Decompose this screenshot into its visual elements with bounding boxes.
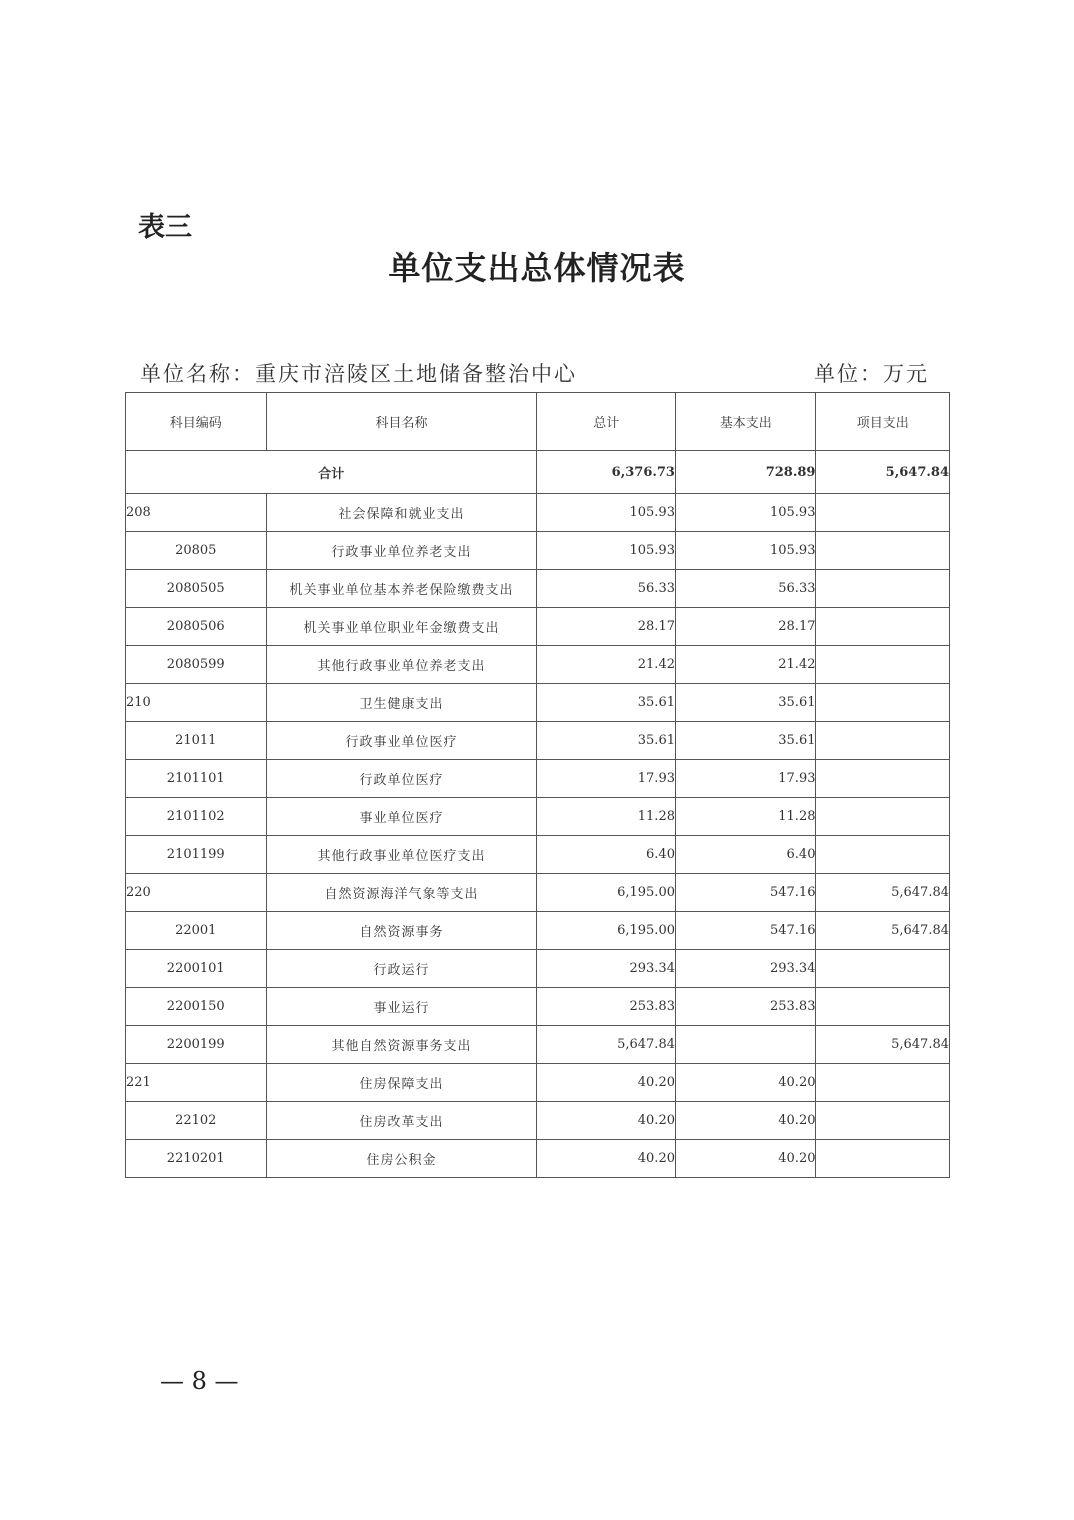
cell-project bbox=[816, 950, 950, 988]
header-row bbox=[126, 393, 950, 451]
expenditure-table bbox=[125, 392, 950, 1178]
cell-basic: 56.33 bbox=[675, 570, 816, 608]
cell-name: 事业运行 bbox=[266, 988, 537, 1026]
table-row bbox=[126, 950, 950, 988]
table-row bbox=[126, 760, 950, 798]
cell-basic: 547.16 bbox=[675, 874, 816, 912]
cell-total: 40.20 bbox=[537, 1102, 676, 1140]
cell-project bbox=[816, 532, 950, 570]
cell-basic: 40.20 bbox=[675, 1064, 816, 1102]
total-sum: 6,376.73 bbox=[537, 451, 676, 494]
cell-total: 40.20 bbox=[537, 1140, 676, 1178]
table-row bbox=[126, 1140, 950, 1178]
cell-project bbox=[816, 722, 950, 760]
cell-total: 6,195.00 bbox=[537, 874, 676, 912]
cell-name: 自然资源海洋气象等支出 bbox=[266, 874, 537, 912]
cell-total: 11.28 bbox=[537, 798, 676, 836]
cell-total: 6,195.00 bbox=[537, 912, 676, 950]
page-number: — 8 — bbox=[160, 1367, 239, 1395]
cell-code: 2200150 bbox=[126, 988, 267, 1026]
header-total: 总计 bbox=[537, 393, 676, 451]
cell-basic: 253.83 bbox=[675, 988, 816, 1026]
cell-total: 28.17 bbox=[537, 608, 676, 646]
cell-name: 住房改革支出 bbox=[266, 1102, 537, 1140]
table-label: 表三 bbox=[138, 212, 192, 243]
cell-basic: 21.42 bbox=[675, 646, 816, 684]
cell-name: 其他行政事业单位医疗支出 bbox=[266, 836, 537, 874]
cell-total: 21.42 bbox=[537, 646, 676, 684]
cell-project bbox=[816, 646, 950, 684]
table-row bbox=[126, 608, 950, 646]
cell-project bbox=[816, 836, 950, 874]
cell-code: 22001 bbox=[126, 912, 267, 950]
table-row bbox=[126, 912, 950, 950]
cell-code: 2200199 bbox=[126, 1026, 267, 1064]
cell-code: 2210201 bbox=[126, 1140, 267, 1178]
cell-project bbox=[816, 988, 950, 1026]
cell-total: 40.20 bbox=[537, 1064, 676, 1102]
cell-project: 5,647.84 bbox=[816, 1026, 950, 1064]
cell-code: 210 bbox=[126, 684, 267, 722]
cell-name: 行政事业单位医疗 bbox=[266, 722, 537, 760]
total-label: 合计 bbox=[126, 451, 537, 494]
cell-basic: 40.20 bbox=[675, 1140, 816, 1178]
cell-total: 35.61 bbox=[537, 722, 676, 760]
cell-basic: 11.28 bbox=[675, 798, 816, 836]
cell-name: 其他行政事业单位养老支出 bbox=[266, 646, 537, 684]
cell-project bbox=[816, 1064, 950, 1102]
cell-total: 17.93 bbox=[537, 760, 676, 798]
cell-code: 2080505 bbox=[126, 570, 267, 608]
cell-basic: 28.17 bbox=[675, 608, 816, 646]
table-row bbox=[126, 494, 950, 532]
cell-basic: 105.93 bbox=[675, 532, 816, 570]
cell-total: 105.93 bbox=[537, 494, 676, 532]
total-basic: 728.89 bbox=[675, 451, 816, 494]
cell-project: 5,647.84 bbox=[816, 874, 950, 912]
cell-project: 5,647.84 bbox=[816, 912, 950, 950]
cell-code: 208 bbox=[126, 494, 267, 532]
unit-name: 单位名称：重庆市涪陵区土地储备整治中心 bbox=[140, 362, 577, 386]
table-row bbox=[126, 874, 950, 912]
cell-name: 行政运行 bbox=[266, 950, 537, 988]
cell-code: 2080599 bbox=[126, 646, 267, 684]
cell-project bbox=[816, 608, 950, 646]
cell-code: 2200101 bbox=[126, 950, 267, 988]
cell-code: 2101199 bbox=[126, 836, 267, 874]
cell-code: 2101101 bbox=[126, 760, 267, 798]
cell-code: 2080506 bbox=[126, 608, 267, 646]
cell-project bbox=[816, 494, 950, 532]
cell-project bbox=[816, 798, 950, 836]
cell-project bbox=[816, 1140, 950, 1178]
cell-total: 253.83 bbox=[537, 988, 676, 1026]
table-row bbox=[126, 646, 950, 684]
cell-total: 293.34 bbox=[537, 950, 676, 988]
cell-code: 220 bbox=[126, 874, 267, 912]
header-basic: 基本支出 bbox=[675, 393, 816, 451]
cell-name: 社会保障和就业支出 bbox=[266, 494, 537, 532]
header-project: 项目支出 bbox=[816, 393, 950, 451]
cell-code: 221 bbox=[126, 1064, 267, 1102]
cell-name: 住房公积金 bbox=[266, 1140, 537, 1178]
table-row bbox=[126, 684, 950, 722]
table-row bbox=[126, 532, 950, 570]
cell-name: 其他自然资源事务支出 bbox=[266, 1026, 537, 1064]
header-name: 科目名称 bbox=[266, 393, 537, 451]
cell-name: 行政单位医疗 bbox=[266, 760, 537, 798]
table-row bbox=[126, 836, 950, 874]
cell-basic: 40.20 bbox=[675, 1102, 816, 1140]
cell-basic: 547.16 bbox=[675, 912, 816, 950]
currency-unit: 单位：万元 bbox=[814, 362, 929, 386]
cell-project bbox=[816, 760, 950, 798]
cell-project bbox=[816, 570, 950, 608]
table-row bbox=[126, 1064, 950, 1102]
total-row bbox=[126, 451, 950, 494]
table-row bbox=[126, 570, 950, 608]
cell-basic: 35.61 bbox=[675, 684, 816, 722]
cell-basic: 105.93 bbox=[675, 494, 816, 532]
cell-basic bbox=[675, 1026, 816, 1064]
cell-basic: 35.61 bbox=[675, 722, 816, 760]
table-row bbox=[126, 722, 950, 760]
cell-basic: 6.40 bbox=[675, 836, 816, 874]
cell-name: 事业单位医疗 bbox=[266, 798, 537, 836]
table-row bbox=[126, 988, 950, 1026]
cell-name: 行政事业单位养老支出 bbox=[266, 532, 537, 570]
total-project: 5,647.84 bbox=[816, 451, 950, 494]
header-code: 科目编码 bbox=[126, 393, 267, 451]
cell-project bbox=[816, 1102, 950, 1140]
table-row bbox=[126, 1102, 950, 1140]
cell-name: 自然资源事务 bbox=[266, 912, 537, 950]
cell-total: 105.93 bbox=[537, 532, 676, 570]
cell-total: 35.61 bbox=[537, 684, 676, 722]
cell-total: 6.40 bbox=[537, 836, 676, 874]
cell-total: 56.33 bbox=[537, 570, 676, 608]
cell-name: 机关事业单位职业年金缴费支出 bbox=[266, 608, 537, 646]
cell-name: 机关事业单位基本养老保险缴费支出 bbox=[266, 570, 537, 608]
cell-code: 20805 bbox=[126, 532, 267, 570]
cell-total: 5,647.84 bbox=[537, 1026, 676, 1064]
cell-code: 21011 bbox=[126, 722, 267, 760]
cell-project bbox=[816, 684, 950, 722]
table-row bbox=[126, 798, 950, 836]
page-title: 单位支出总体情况表 bbox=[388, 249, 686, 287]
cell-basic: 293.34 bbox=[675, 950, 816, 988]
cell-code: 22102 bbox=[126, 1102, 267, 1140]
cell-code: 2101102 bbox=[126, 798, 267, 836]
cell-name: 住房保障支出 bbox=[266, 1064, 537, 1102]
table-row bbox=[126, 1026, 950, 1064]
cell-basic: 17.93 bbox=[675, 760, 816, 798]
cell-name: 卫生健康支出 bbox=[266, 684, 537, 722]
